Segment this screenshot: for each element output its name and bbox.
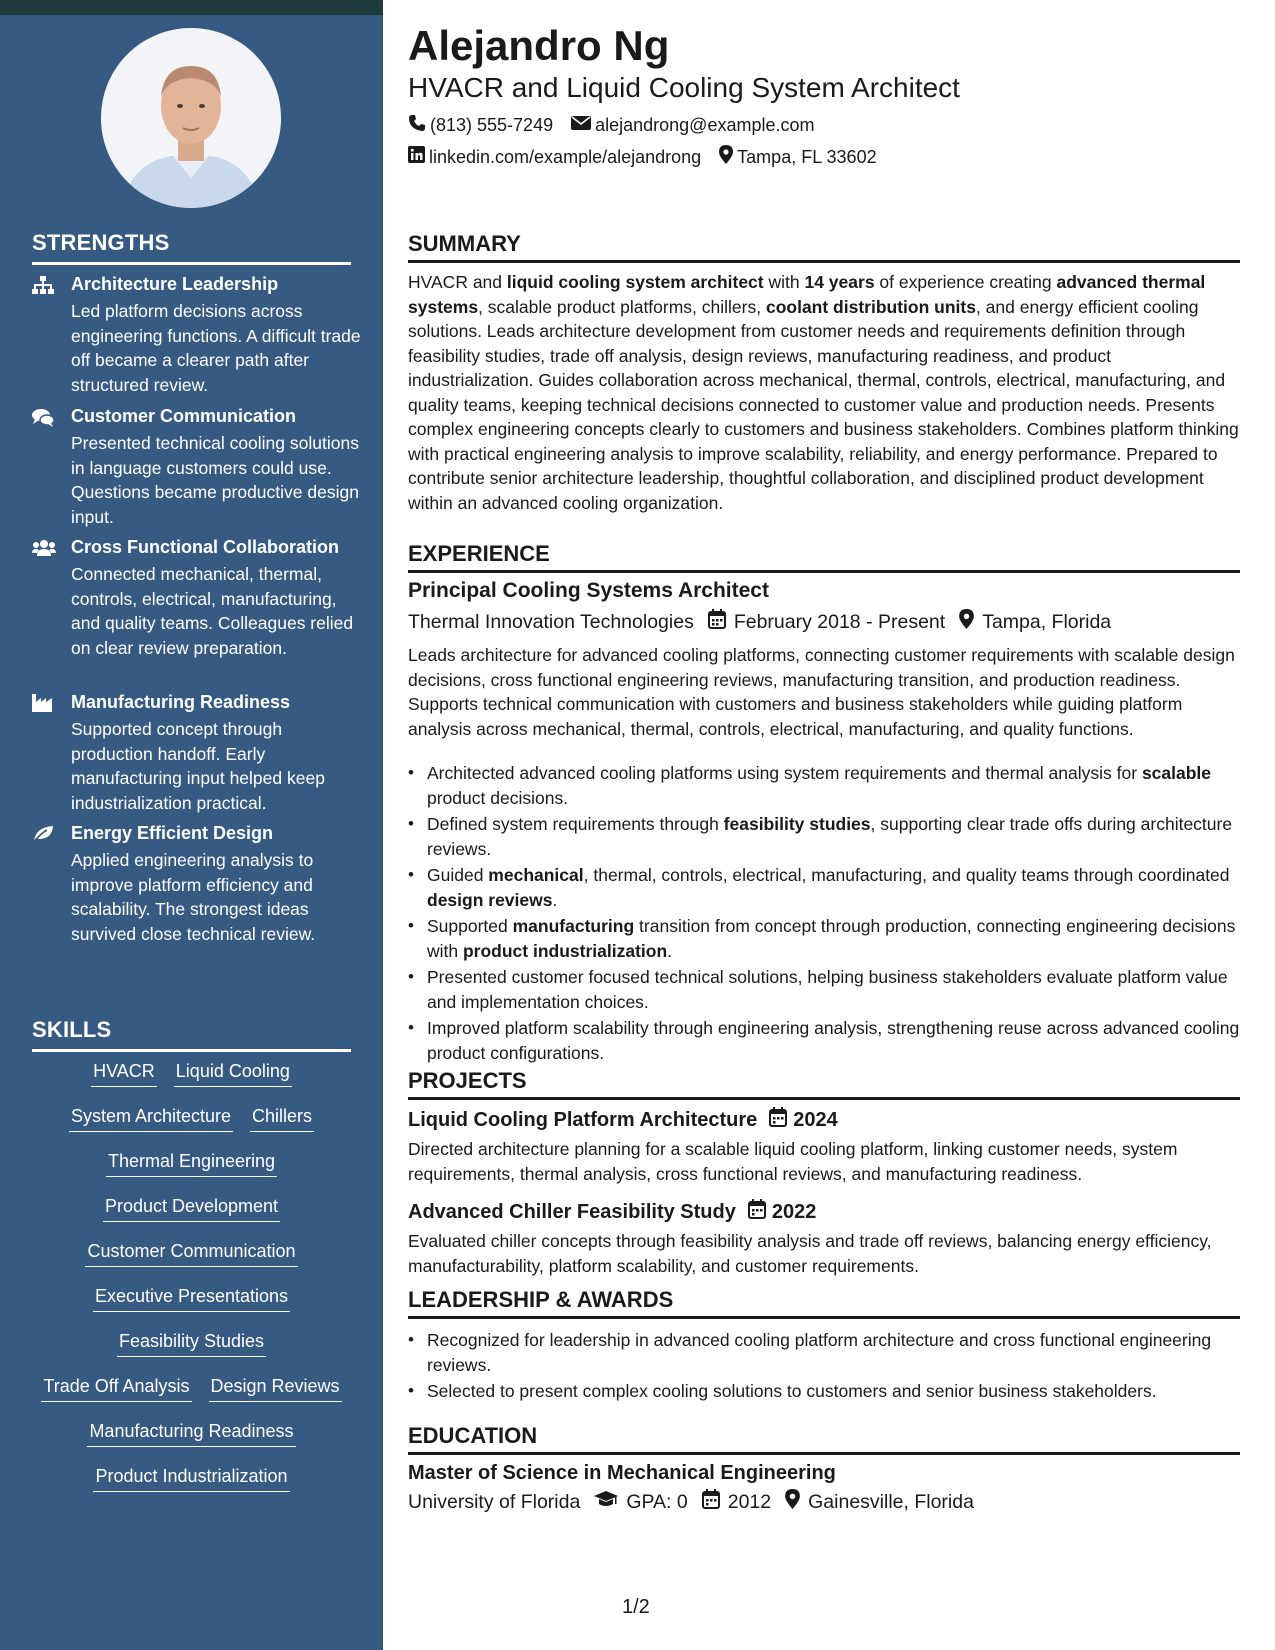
strength-description: Supported concept through production handoff. Early manufacturing input helped keep industrialization practical. bbox=[71, 719, 325, 813]
calendar-icon bbox=[702, 1489, 728, 1515]
skill-tag: Trade Off Analysis bbox=[41, 1375, 191, 1402]
skill-row bbox=[0, 1195, 383, 1240]
job-meta bbox=[408, 609, 1111, 635]
skill-row bbox=[0, 1240, 383, 1285]
experience-bullets bbox=[408, 761, 1259, 1067]
map-marker-icon bbox=[785, 1489, 808, 1515]
experience-bullet bbox=[427, 812, 1259, 861]
experience-bullet bbox=[427, 863, 1259, 912]
award-bullet: • Selected to present complex cooling solutions to customers and senior business stakeholders. bbox=[427, 1379, 1259, 1404]
text-run: . bbox=[667, 940, 673, 961]
strength-title: Manufacturing Readiness bbox=[71, 692, 291, 712]
skill-tag: Executive Presentations bbox=[93, 1285, 290, 1312]
text-run: Guided bbox=[427, 865, 489, 885]
education-meta bbox=[408, 1489, 974, 1515]
company-name: Thermal Innovation Technologies bbox=[408, 610, 694, 633]
map-marker-icon bbox=[959, 609, 982, 635]
education-location: Gainesville, Florida bbox=[808, 1490, 974, 1513]
summary-text bbox=[408, 270, 1240, 515]
project-name: Liquid Cooling Platform Architecture bbox=[408, 1108, 758, 1131]
emphasis-text: mechanical bbox=[488, 865, 584, 885]
strength-title: Cross Functional Collaboration bbox=[71, 537, 340, 557]
graduation-cap-icon bbox=[594, 1490, 626, 1514]
experience-bullet bbox=[427, 761, 1259, 810]
phone-text: (813) 555-7249 bbox=[430, 115, 554, 135]
text-run: , and energy efficient cooling solutions. Leads architecture development from customer needs and requirements definition through feasibility studies, trade off analysis, design reviews, manufacturing readiness, and product industrialization. Guides collaboration across mechanical, thermal, controls, electrical, manufacturing, and quality teams, keeping technical decisions connected to customer value and production needs. Presents complex engineering concepts clearly to customers and business stakeholders. Combines platform thinking with practical engineering analysis to improve scalability, reliability, and energy performance. Prepared to contribute senior architecture leadership, thoughtful collaboration, and disciplined product development within an advanced cooling organization. bbox=[408, 296, 1239, 513]
strength-title: Architecture Leadership bbox=[71, 274, 279, 294]
experience-heading: EXPERIENCE bbox=[408, 541, 1240, 573]
text-run: . bbox=[552, 889, 558, 910]
skill-row bbox=[0, 1375, 383, 1420]
text-run: of experience creating bbox=[874, 272, 1057, 292]
skill-row bbox=[0, 1150, 383, 1195]
skill-row bbox=[0, 1330, 383, 1375]
awards-heading: LEADERSHIP & AWARDS bbox=[408, 1287, 1240, 1319]
linkedin-text[interactable]: linkedin.com/example/alejandrong bbox=[429, 146, 702, 167]
skill-tag: Product Development bbox=[103, 1195, 280, 1222]
education-heading: EDUCATION bbox=[408, 1423, 1240, 1455]
job-description: Leads architecture for advanced cooling platforms, connecting customer requirements with scalable design decisions, cross functional engineering reviews, manufacturing transition, and production readiness. Supports technical communication with customers and business stakeholders while guiding platform analysis across mechanical, thermal, controls, electrical, manufacturing, and quality functions. bbox=[408, 645, 1235, 739]
skill-tag: Liquid Cooling bbox=[174, 1060, 292, 1087]
phone-contact bbox=[408, 114, 553, 137]
text-run: with bbox=[763, 272, 805, 292]
text-run: product decisions. bbox=[427, 787, 569, 808]
skills-heading: SKILLS bbox=[32, 1017, 351, 1052]
sitemap-icon bbox=[32, 276, 56, 296]
text-run: Defined system requirements through bbox=[427, 814, 724, 834]
degree-name: Master of Science in Mechanical Engineering bbox=[408, 1462, 836, 1484]
top-accent-bar bbox=[0, 0, 383, 15]
candidate-title: HVACR and Liquid Cooling System Architect bbox=[408, 72, 960, 103]
strength-description: Connected mechanical, thermal, controls, electrical, manufacturing, and quality teams. Colleagues relied on clear review preparation. bbox=[71, 564, 354, 658]
text-run: Presented customer focused technical solutions, helping business stakeholders evaluate platform value and implementation choices. bbox=[427, 967, 1228, 1012]
strength-description: Presented technical cooling solutions in language customers could use. Questions became productive design input. bbox=[71, 433, 359, 527]
emphasis-text: liquid cooling system architect bbox=[506, 272, 764, 292]
experience-bullet bbox=[427, 1016, 1259, 1065]
skill-tag: Chillers bbox=[250, 1105, 314, 1132]
strength-title: Energy Efficient Design bbox=[71, 823, 274, 843]
industry-icon bbox=[32, 694, 56, 714]
skill-tag: Design Reviews bbox=[209, 1375, 342, 1402]
projects-heading: PROJECTS bbox=[408, 1068, 1240, 1100]
skill-tag: Product Industrialization bbox=[93, 1465, 289, 1492]
skill-tag: Manufacturing Readiness bbox=[87, 1420, 295, 1447]
contact-row bbox=[408, 114, 833, 137]
project-title bbox=[408, 1107, 838, 1133]
job-dates: February 2018 - Present bbox=[733, 610, 946, 633]
project-year: 2024 bbox=[793, 1108, 838, 1131]
emphasis-text: product industrialization bbox=[462, 940, 668, 961]
text-run: Improved platform scalability through engineering analysis, strengthening reuse across advanced cooling product configurations. bbox=[427, 1018, 1240, 1063]
emphasis-text: design reviews bbox=[427, 889, 553, 910]
sidebar bbox=[0, 15, 383, 1650]
skills-list bbox=[0, 1060, 383, 1510]
project-description: Directed architecture planning for a scalable liquid cooling platform, linking customer needs, system requirements, thermal analysis, cross functional reviews, and manufacturing readiness. bbox=[408, 1139, 1178, 1184]
text-run: , thermal, controls, electrical, manufacturing, and quality teams through coordinated bbox=[583, 865, 1230, 885]
text-run: Architected advanced cooling platforms using system requirements and thermal analysis for bbox=[427, 763, 1142, 783]
skill-row bbox=[0, 1285, 383, 1330]
location-contact bbox=[719, 145, 876, 169]
calendar-icon bbox=[748, 1199, 772, 1225]
strength-description: Led platform decisions across engineering functions. A difficult trade off became a clearer path after structured review. bbox=[71, 301, 361, 395]
emphasis-text: manufacturing bbox=[512, 916, 635, 936]
email-contact[interactable] bbox=[571, 115, 814, 136]
text-run: Supported bbox=[427, 916, 513, 936]
candidate-name: Alejandro Ng bbox=[408, 22, 670, 69]
page-number: 1/2 bbox=[622, 1596, 650, 1618]
project-title bbox=[408, 1199, 816, 1225]
profile-photo bbox=[101, 28, 281, 208]
strengths-heading: STRENGTHS bbox=[32, 230, 351, 265]
emphasis-text: 14 years bbox=[804, 272, 875, 292]
award-bullet: • Recognized for leadership in advanced cooling platform architecture and cross functional engineering reviews. bbox=[427, 1328, 1259, 1377]
contact-row bbox=[408, 145, 895, 169]
skill-tag: HVACR bbox=[91, 1060, 157, 1087]
users-icon bbox=[32, 539, 56, 559]
envelope-icon bbox=[571, 115, 595, 136]
skill-row bbox=[0, 1105, 383, 1150]
phone-icon bbox=[408, 114, 430, 137]
awards-list bbox=[408, 1328, 1259, 1406]
emphasis-text: feasibility studies bbox=[723, 814, 871, 834]
project-year: 2022 bbox=[771, 1200, 817, 1223]
summary-heading: SUMMARY bbox=[408, 231, 1240, 263]
project-name: Advanced Chiller Feasibility Study bbox=[408, 1200, 736, 1223]
job-location: Tampa, Florida bbox=[982, 610, 1112, 633]
text-run: HVACR and bbox=[408, 272, 507, 292]
school-name: University of Florida bbox=[408, 1490, 581, 1513]
comments-icon bbox=[32, 408, 56, 428]
skill-tag: System Architecture bbox=[69, 1105, 233, 1132]
leaf-icon bbox=[32, 825, 56, 845]
skill-row bbox=[0, 1060, 383, 1105]
emphasis-text: coolant distribution units bbox=[765, 296, 976, 317]
graduation-year: 2012 bbox=[727, 1490, 772, 1513]
strength-title: Customer Communication bbox=[71, 406, 297, 426]
strength-description: Applied engineering analysis to improve platform efficiency and scalability. The strongest ideas survived close technical review. bbox=[71, 850, 316, 944]
skill-tag: Customer Communication bbox=[85, 1240, 297, 1267]
calendar-icon bbox=[708, 609, 734, 635]
location-text: Tampa, FL 33602 bbox=[737, 146, 877, 167]
experience-bullet bbox=[427, 965, 1259, 1014]
job-role: Principal Cooling Systems Architect bbox=[408, 579, 769, 602]
gpa: GPA: 0 bbox=[626, 1490, 688, 1513]
skill-row bbox=[0, 1465, 383, 1510]
text-run: transition from concept through production, connecting engineering decisions with bbox=[427, 916, 1236, 961]
linkedin-contact[interactable] bbox=[408, 146, 701, 168]
email-text[interactable]: alejandrong@example.com bbox=[595, 115, 815, 135]
map-marker-icon bbox=[719, 145, 737, 169]
skill-tag: Thermal Engineering bbox=[106, 1150, 277, 1177]
emphasis-text: scalable bbox=[1141, 763, 1212, 783]
emphasis-text: advanced thermal systems bbox=[408, 272, 1206, 317]
skill-row bbox=[0, 1420, 383, 1465]
text-run: , supporting clear trade offs during architecture reviews. bbox=[427, 814, 1233, 859]
experience-bullet bbox=[427, 914, 1259, 963]
project-description: Evaluated chiller concepts through feasibility analysis and trade off reviews, balancing energy efficiency, manufacturability, platform scalability, and customer requirements. bbox=[408, 1231, 1212, 1276]
linkedin-icon bbox=[408, 146, 429, 168]
skill-tag: Feasibility Studies bbox=[117, 1330, 266, 1357]
calendar-icon bbox=[769, 1107, 793, 1133]
text-run: , scalable product platforms, chillers, bbox=[478, 296, 766, 317]
